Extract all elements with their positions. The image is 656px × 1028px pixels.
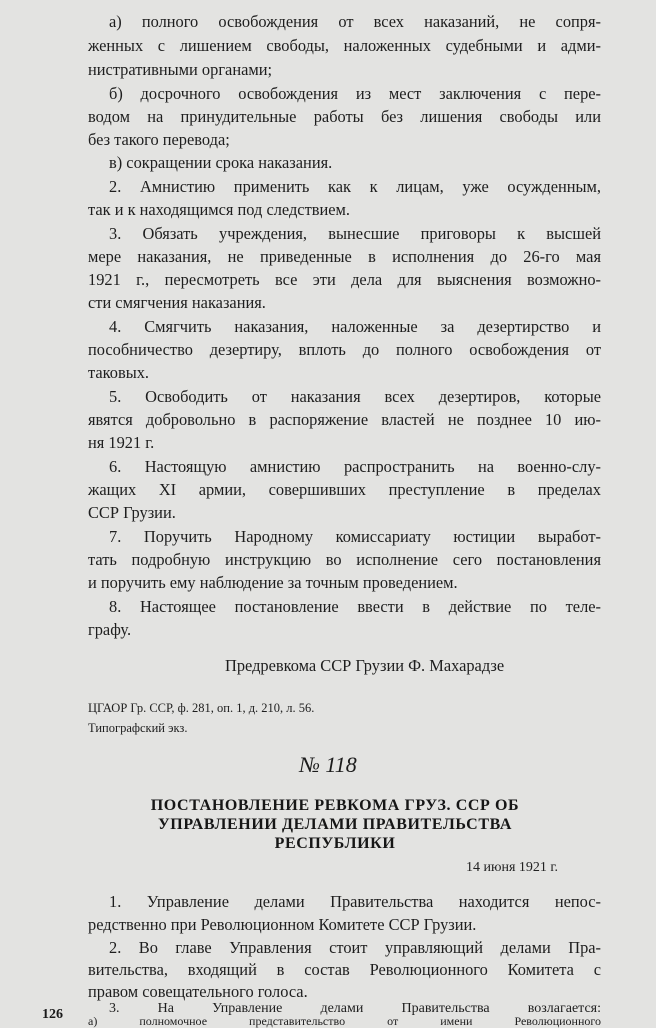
text-line: жащих XI армии, совершивших преступление в пределах: [88, 480, 601, 499]
text-line: тать подробную инструкцию во исполнение сего постановления: [88, 550, 601, 569]
text-line: 5. Освободить от наказания всех дезертиров, которые: [109, 387, 601, 406]
text-line: а) полномочное представительство от имени Революционного: [88, 1014, 601, 1028]
source-type: Типографский экз.: [88, 721, 188, 735]
text-line: так и к находящимся под следствием.: [88, 200, 351, 219]
text-line: сти смягчения наказания.: [88, 293, 266, 312]
text-line: пособничество дезертиру, вплоть до полного освобождения от: [88, 340, 601, 359]
text-line: 3. Обязать учреждения, вынесшие приговоры к высшей: [109, 224, 601, 243]
text-line: мере наказания, не приведенные в исполнения до 26-го мая: [88, 247, 601, 266]
text-line: 1921 г., пересмотреть все эти дела для выяснения возможно-: [88, 270, 601, 289]
page-number: 126: [42, 1007, 63, 1022]
text-line: редственно при Революционном Комитете ССР Грузии.: [88, 915, 477, 934]
archive-reference: ЦГАОР Гр. ССР, ф. 281, оп. 1, д. 210, л. 56.: [88, 701, 315, 715]
text-line: вительства, входящий в состав Революционного Комитета с: [88, 960, 601, 979]
signature: Предревкома ССР Грузии Ф. Махарадзе: [225, 656, 505, 675]
text-line: без такого перевода;: [88, 130, 230, 149]
document-heading: [110, 796, 560, 853]
text-line: ССР Грузии.: [88, 503, 176, 522]
text-line: б) досрочного освобождения из мест заключения с пере-: [109, 84, 601, 103]
text-line: женных с лишением свободы, наложенных судебными и адми-: [88, 36, 601, 55]
heading-line: ПОСТАНОВЛЕНИЕ РЕВКОМА ГРУЗ. ССР ОБ: [150, 797, 520, 814]
text-line: 1. Управление делами Правительства находится непос-: [109, 892, 601, 911]
text-line: правом совещательного голоса.: [88, 982, 308, 1001]
document-date: 14 июня 1921 г.: [466, 860, 559, 875]
heading-line: УПРАВЛЕНИИ ДЕЛАМИ ПРАВИТЕЛЬСТВА: [157, 816, 513, 833]
text-line: а) полного освобождения от всех наказаний, не сопря-: [109, 12, 601, 31]
text-line: ня 1921 г.: [88, 433, 155, 452]
text-line: водом на принудительные работы без лишения свободы или: [88, 107, 601, 126]
text-line: явятся добровольно в распоряжение властей не позднее 10 ию-: [88, 410, 601, 429]
text-line: в) сокращении срока наказания.: [109, 153, 333, 172]
text-line: 2. Амнистию применить как к лицам, уже осужденным,: [109, 177, 601, 196]
text-line: и поручить ему наблюдение за точным проведением.: [88, 573, 458, 592]
text-line: 2. Во главе Управления стоит управляющий делами Пра-: [109, 938, 601, 957]
text-line: таковых.: [88, 363, 150, 382]
heading-line: РЕСПУБЛИКИ: [274, 835, 396, 852]
text-line: 8. Настоящее постановление ввести в действие по теле-: [109, 597, 601, 616]
text-line: 7. Поручить Народному комиссариату юстиции выработ-: [109, 527, 601, 546]
text-line: 3. На Управление делами Правительства возлагается:: [109, 1001, 601, 1016]
text-line: графу.: [88, 620, 132, 639]
document-number: № 118: [299, 752, 357, 777]
text-line: нистративными органами;: [88, 60, 273, 79]
text-line: 4. Смягчить наказания, наложенные за дезертирство и: [109, 317, 601, 336]
text-line: 6. Настоящую амнистию распространить на военно-слу-: [109, 457, 601, 476]
